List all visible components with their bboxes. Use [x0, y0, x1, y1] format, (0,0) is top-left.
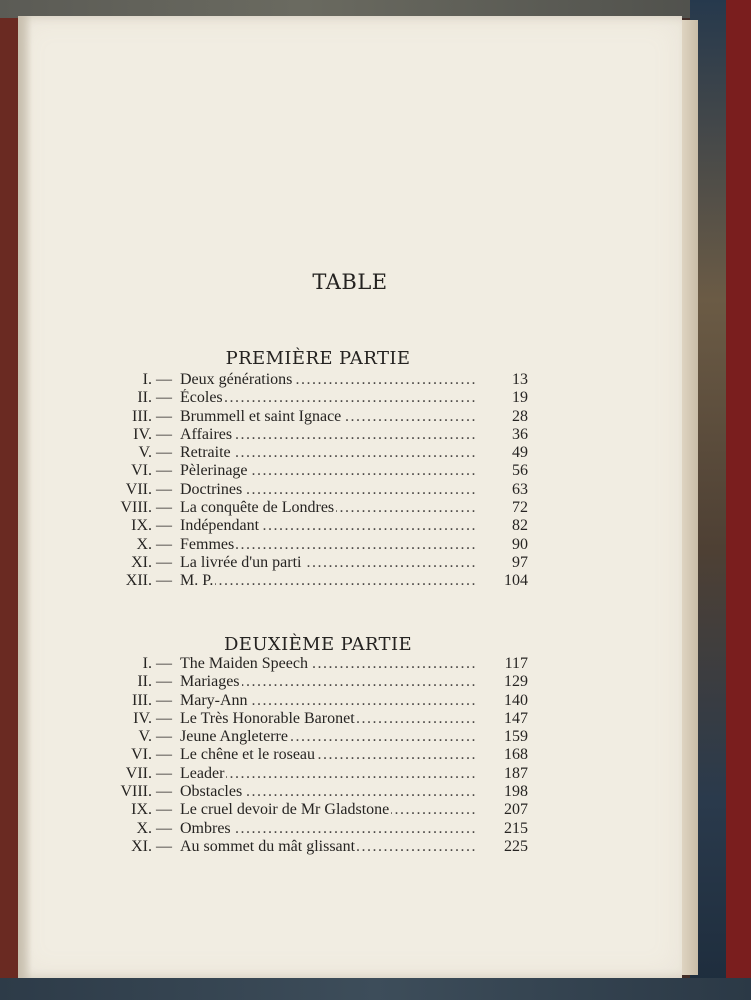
chapter-dash: —: [156, 371, 172, 388]
chapter-number: XI.: [131, 553, 152, 571]
chapter-title: Le chêne et le roseau: [180, 746, 316, 764]
chapter-title: Deux générations: [180, 371, 293, 388]
chapter-dash: —: [156, 517, 172, 535]
page-number: 49: [512, 444, 528, 462]
chapter-title: The Maiden Speech: [180, 655, 308, 672]
chapter-number: II.: [137, 389, 152, 407]
chapter-dash: —: [156, 837, 172, 855]
chapter-title: Affaires: [180, 425, 233, 443]
toc-entry: [18, 481, 682, 499]
chapter-dash: —: [156, 425, 172, 443]
chapter-dash: —: [156, 673, 172, 691]
chapter-number: I.: [142, 655, 152, 672]
chapter-leader: [180, 838, 475, 856]
chapter-title: Indépendant: [180, 517, 260, 535]
chapter-title: Le cruel devoir de Mr Gladstone: [180, 801, 390, 819]
toc-entry: [18, 408, 682, 426]
toc-entry: [18, 444, 682, 462]
chapter-dash: —: [156, 783, 172, 801]
chapter-number: VIII.: [120, 783, 152, 801]
chapter-dash: —: [156, 499, 172, 517]
chapter-title: M. P.: [180, 572, 214, 590]
toc-entry: [18, 783, 682, 801]
page-number: 225: [504, 837, 528, 855]
page-number: 207: [504, 801, 528, 819]
toc-entry: [18, 462, 682, 480]
chapter-leader: [180, 462, 475, 480]
toc-entry: [18, 572, 682, 590]
chapter-number: VI.: [131, 746, 152, 764]
chapter-number: VI.: [131, 462, 152, 480]
chapter-leader: [180, 655, 475, 673]
part-1-contents: [18, 371, 682, 591]
toc-entry: [18, 710, 682, 728]
chapter-leader: [180, 783, 475, 801]
page-number: 90: [512, 535, 528, 553]
page-number: 19: [512, 389, 528, 407]
page-number: 147: [504, 709, 528, 727]
page-number: 168: [504, 746, 528, 764]
page-number: 198: [504, 783, 528, 801]
page-number: 159: [504, 728, 528, 746]
chapter-leader: [180, 728, 475, 746]
chapter-number: VII.: [125, 480, 152, 498]
chapter-leader: [180, 389, 475, 407]
chapter-leader: [180, 765, 475, 783]
chapter-leader: [180, 517, 475, 535]
chapter-number: II.: [137, 673, 152, 691]
chapter-title: Leader: [180, 764, 225, 782]
page-number: 56: [512, 462, 528, 480]
page-number: 215: [504, 819, 528, 837]
chapter-title: Mary-Ann: [180, 691, 248, 709]
chapter-title: La conquête de Londres: [180, 499, 335, 517]
chapter-number: III.: [132, 407, 152, 425]
chapter-number: IV.: [133, 709, 152, 727]
chapter-leader: [180, 554, 475, 572]
toc-entry: [18, 389, 682, 407]
chapter-leader: [180, 692, 475, 710]
chapter-title: Pèlerinage: [180, 462, 248, 480]
toc-entry: [18, 499, 682, 517]
chapter-dash: —: [156, 407, 172, 425]
chapter-title: Femmes: [180, 535, 235, 553]
cover-red-edge: [726, 0, 751, 1000]
chapter-dash: —: [156, 764, 172, 782]
toc-entry: [18, 371, 682, 389]
page-number: 28: [512, 407, 528, 425]
chapter-dash: —: [156, 572, 172, 590]
chapter-dash: —: [156, 389, 172, 407]
page-number: 104: [504, 572, 528, 590]
chapter-leader: [180, 444, 475, 462]
chapter-title: Doctrines: [180, 480, 243, 498]
chapter-number: VII.: [125, 764, 152, 782]
chapter-number: V.: [138, 444, 152, 462]
page-number: 63: [512, 480, 528, 498]
chapter-leader: [180, 408, 475, 426]
toc-entry: [18, 692, 682, 710]
page-number: 36: [512, 425, 528, 443]
page-number: 117: [504, 655, 528, 672]
chapter-title: Jeune Angleterre: [180, 728, 288, 746]
chapter-leader: [180, 820, 475, 838]
page-number: 129: [504, 673, 528, 691]
chapter-number: III.: [132, 691, 152, 709]
book-page: [18, 16, 682, 978]
part-2-heading: DEUXIÈME PARTIE: [223, 634, 413, 655]
toc-entry: [18, 536, 682, 554]
chapter-dash: —: [156, 746, 172, 764]
chapter-leader: [180, 673, 475, 691]
chapter-number: IX.: [131, 801, 152, 819]
toc-entry: [18, 655, 682, 673]
chapter-dash: —: [156, 553, 172, 571]
chapter-leader: [180, 371, 475, 389]
chapter-title: Ombres: [180, 819, 231, 837]
chapter-dash: —: [156, 462, 172, 480]
chapter-number: IV.: [133, 425, 152, 443]
chapter-leader: [180, 481, 475, 499]
chapter-dash: —: [156, 655, 172, 672]
chapter-number: XII.: [125, 572, 152, 590]
chapter-dash: —: [156, 728, 172, 746]
page-number: 13: [512, 371, 528, 388]
chapter-title: Obstacles: [180, 783, 243, 801]
toc-entry: [18, 801, 682, 819]
toc-entry: [18, 746, 682, 764]
toc-entry: [18, 728, 682, 746]
chapter-leader: [180, 710, 475, 728]
chapter-dash: —: [156, 801, 172, 819]
chapter-title: Le Très Honorable Baronet: [180, 709, 355, 727]
chapter-number: XI.: [131, 837, 152, 855]
chapter-leader: [180, 426, 475, 444]
table-title: TABLE: [312, 270, 388, 294]
chapter-dash: —: [156, 691, 172, 709]
chapter-title: Retraite: [180, 444, 231, 462]
chapter-leader: [180, 801, 475, 819]
chapter-number: VIII.: [120, 499, 152, 517]
page-number: 187: [504, 764, 528, 782]
toc-entry: [18, 765, 682, 783]
page-number: 140: [504, 691, 528, 709]
chapter-leader: [180, 572, 475, 590]
chapter-dash: —: [156, 480, 172, 498]
chapter-dash: —: [156, 709, 172, 727]
toc-entry: [18, 820, 682, 838]
chapter-dash: —: [156, 444, 172, 462]
toc-entry: [18, 673, 682, 691]
part-1-heading: PREMIÈRE PARTIE: [225, 348, 411, 369]
chapter-title: Brummell et saint Ignace: [180, 407, 342, 425]
chapter-title: Au sommet du mât glissant: [180, 837, 356, 855]
page-number: 82: [512, 517, 528, 535]
toc-entry: [18, 517, 682, 535]
toc-entry: [18, 426, 682, 444]
chapter-dash: —: [156, 819, 172, 837]
chapter-leader: [180, 536, 475, 554]
cover-bottom-edge: [0, 978, 751, 1000]
chapter-title: Mariages: [180, 673, 240, 691]
chapter-title: Écoles: [180, 389, 223, 407]
chapter-title: La livrée d'un parti: [180, 553, 302, 571]
chapter-number: V.: [138, 728, 152, 746]
chapter-number: I.: [142, 371, 152, 388]
chapter-number: X.: [136, 819, 152, 837]
toc-entry: [18, 554, 682, 572]
chapter-leader: [180, 499, 475, 517]
part-2-contents: [18, 655, 682, 856]
chapter-number: X.: [136, 535, 152, 553]
page-number: 97: [512, 553, 528, 571]
toc-entry: [18, 838, 682, 856]
chapter-number: IX.: [131, 517, 152, 535]
page-number: 72: [512, 499, 528, 517]
chapter-dash: —: [156, 535, 172, 553]
chapter-leader: [180, 746, 475, 764]
